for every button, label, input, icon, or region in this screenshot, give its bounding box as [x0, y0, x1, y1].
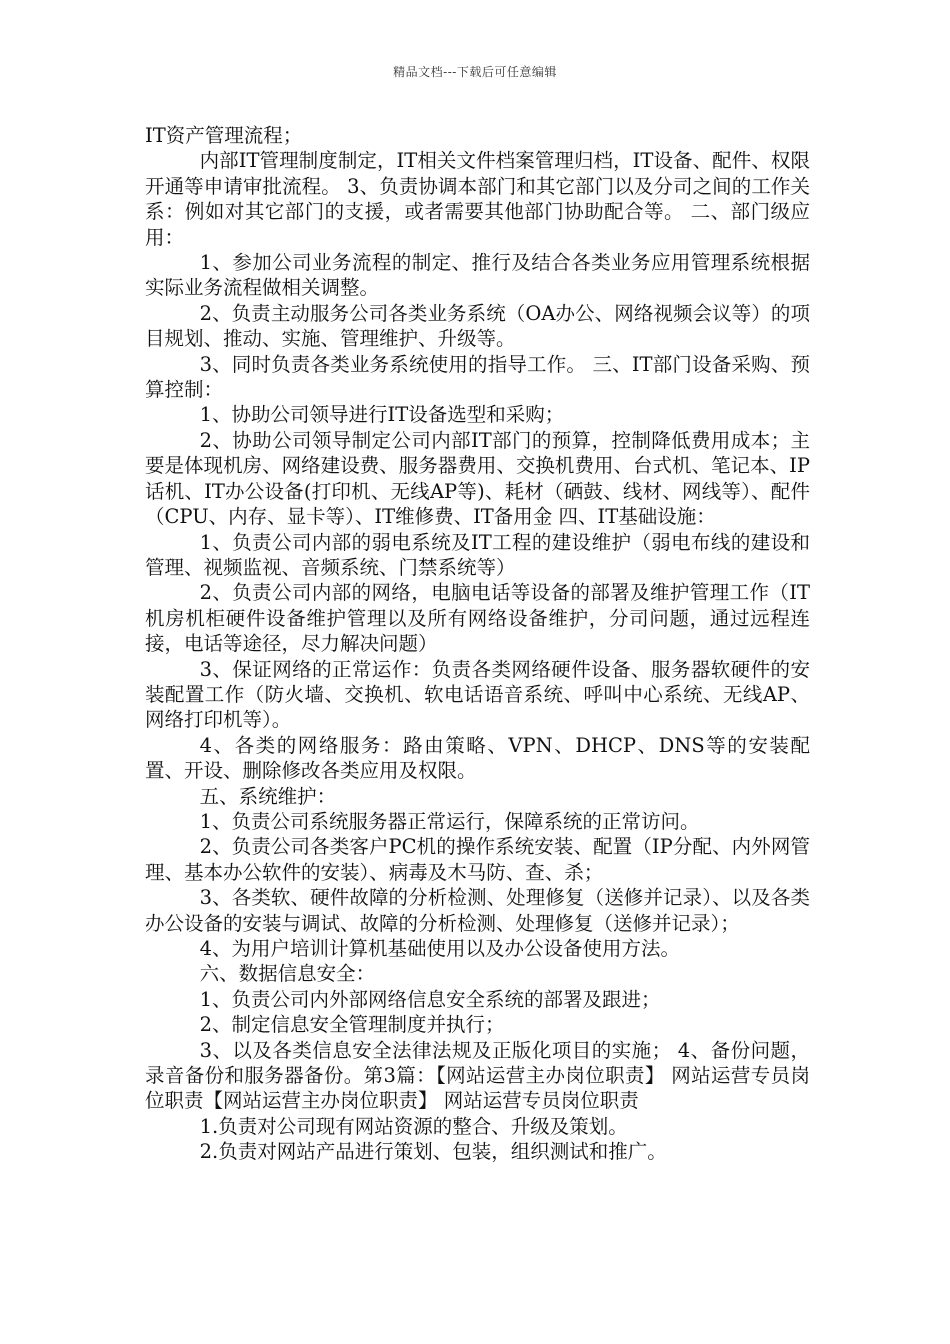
paragraph: 内部IT管理制度制定，IT相关文件档案管理归档，IT设备、配件、权限开通等申请审批流程。 3、负责协调本部门和其它部门以及分司之间的工作关系：例如对其它部门的支援，或者需要其他部门协助配合等。 二、部门级应用： [145, 149, 810, 249]
paragraph: 2.负责对网站产品进行策划、包装，组织测试和推广。 [199, 1140, 667, 1164]
document-body [145, 123, 810, 1165]
paragraph: 2、负责主动服务公司各类业务系统（OA办公、网络视频会议等）的项目规划、推动、实施、管理维护、升级等。 [145, 301, 810, 351]
paragraph: 2、协助公司领导制定公司内部IT部门的预算，控制降低费用成本；主要是体现机房、网络建设费、服务器费用、交换机费用、台式机、笔记本、IP话机、IT办公设备(打印机、无线AP等)、耗材（硒鼓、线材、网线等）、配件（CPU、内存、显卡等）、IT维修费、IT备用金 四、IT基础设施： [145, 428, 810, 529]
paragraph: 五、系统维护： [199, 784, 337, 808]
paragraph: 1、协助公司领导进行IT设备选型和采购； [199, 403, 565, 427]
paragraph: 1、负责公司内外部网络信息安全系统的部署及跟进； [199, 987, 661, 1011]
page-header: 精品文档---下载后可任意编辑 [393, 65, 557, 79]
paragraph: 1、负责公司内部的弱电系统及IT工程的建设维护（弱电布线的建设和管理、视频监视、音频系统、门禁系统等） [145, 530, 810, 579]
paragraph: 1.负责对公司现有网站资源的整合、升级及策划。 [199, 1114, 628, 1138]
paragraph: 2、负责公司内部的网络，电脑电话等设备的部署及维护管理工作（IT机房机柜硬件设备维护管理以及所有网络设备维护，分司问题，通过远程连接，电话等途径，尽力解决问题） [145, 581, 810, 656]
paragraph: 3、以及各类信息安全法律法规及正版化项目的实施； 4、备份问题，录音备份和服务器备份。第3篇：【网站运营主办岗位职责】 网站运营专员岗位职责【网站运营主办岗位职责】 网站运营专员岗位职责 [145, 1038, 810, 1113]
paragraph: 4、各类的网络服务：路由策略、VPN、DHCP、DNS等的安装配置、开设、删除修改各类应用及权限。 [145, 733, 810, 783]
paragraph: 1、参加公司业务流程的制定、推行及结合各类业务应用管理系统根据实际业务流程做相关调整。 [145, 251, 810, 300]
paragraph: 六、数据信息安全： [199, 962, 376, 986]
paragraph: 3、各类软、硬件故障的分析检测、处理修复（送修并记录）、以及各类办公设备的安装与调试、故障的分析检测、处理修复（送修并记录）； [145, 886, 810, 935]
paragraph: 3、同时负责各类业务系统使用的指导工作。 三、IT部门设备采购、预算控制： [145, 352, 810, 402]
paragraph: 2、负责公司各类客户PC机的操作系统安装、配置（IP分配、内外网管理、基本办公软件的安装）、病毒及木马防、查、杀； [145, 835, 810, 884]
paragraph: IT资产管理流程； [145, 124, 303, 147]
paragraph: 3、保证网络的正常运作：负责各类网络硬件设备、服务器软硬件的安装配置工作（防火墙、交换机、软电话语音系统、呼叫中心系统、无线AP、网络打印机等）。 [145, 657, 810, 732]
paragraph: 1、负责公司系统服务器正常运行，保障系统的正常访问。 [199, 809, 700, 833]
paragraph: 2、制定信息安全管理制度并执行； [199, 1013, 505, 1037]
paragraph: 4、为用户培训计算机基础使用以及办公设备使用方法。 [199, 937, 681, 960]
